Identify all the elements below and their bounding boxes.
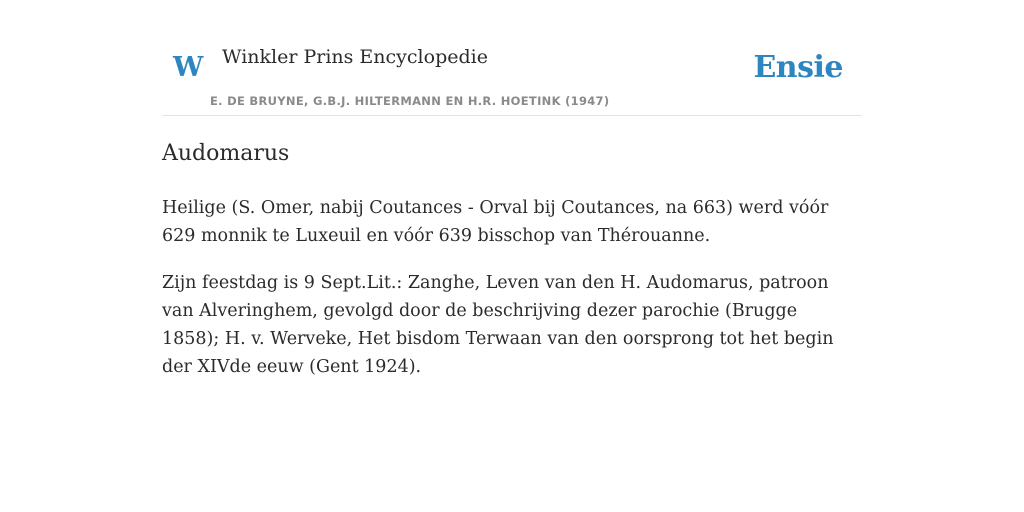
publication-authors: E. DE BRUYNE, G.B.J. HILTERMANN EN H.R. HOETINK (1947) xyxy=(210,94,610,108)
winkler-prins-logo[interactable]: W xyxy=(173,52,204,83)
publication-title[interactable]: Winkler Prins Encyclopedie xyxy=(222,46,488,68)
ensie-logo[interactable]: Ensie xyxy=(753,50,843,85)
article-paragraph: Zijn feestdag is 9 Sept.Lit.: Zanghe, Leven van den H. Audomarus, patroon van Alveringhem, gevolgd door de beschrijving dezer parochie (Brugge 1858); H. v. Werveke, Het bisdom Terwaan van den oorsprong tot het begin der XIVde eeuw (Gent 1924). xyxy=(162,273,834,377)
article-paragraph: Heilige (S. Omer, nabij Coutances - Orval bij Coutances, na 663) werd vóór 629 monnik te Luxeuil en vóór 639 bisschop van Thérouanne. xyxy=(162,198,829,246)
header xyxy=(162,40,862,116)
article xyxy=(162,138,852,400)
article-title: Audomarus xyxy=(162,141,290,166)
